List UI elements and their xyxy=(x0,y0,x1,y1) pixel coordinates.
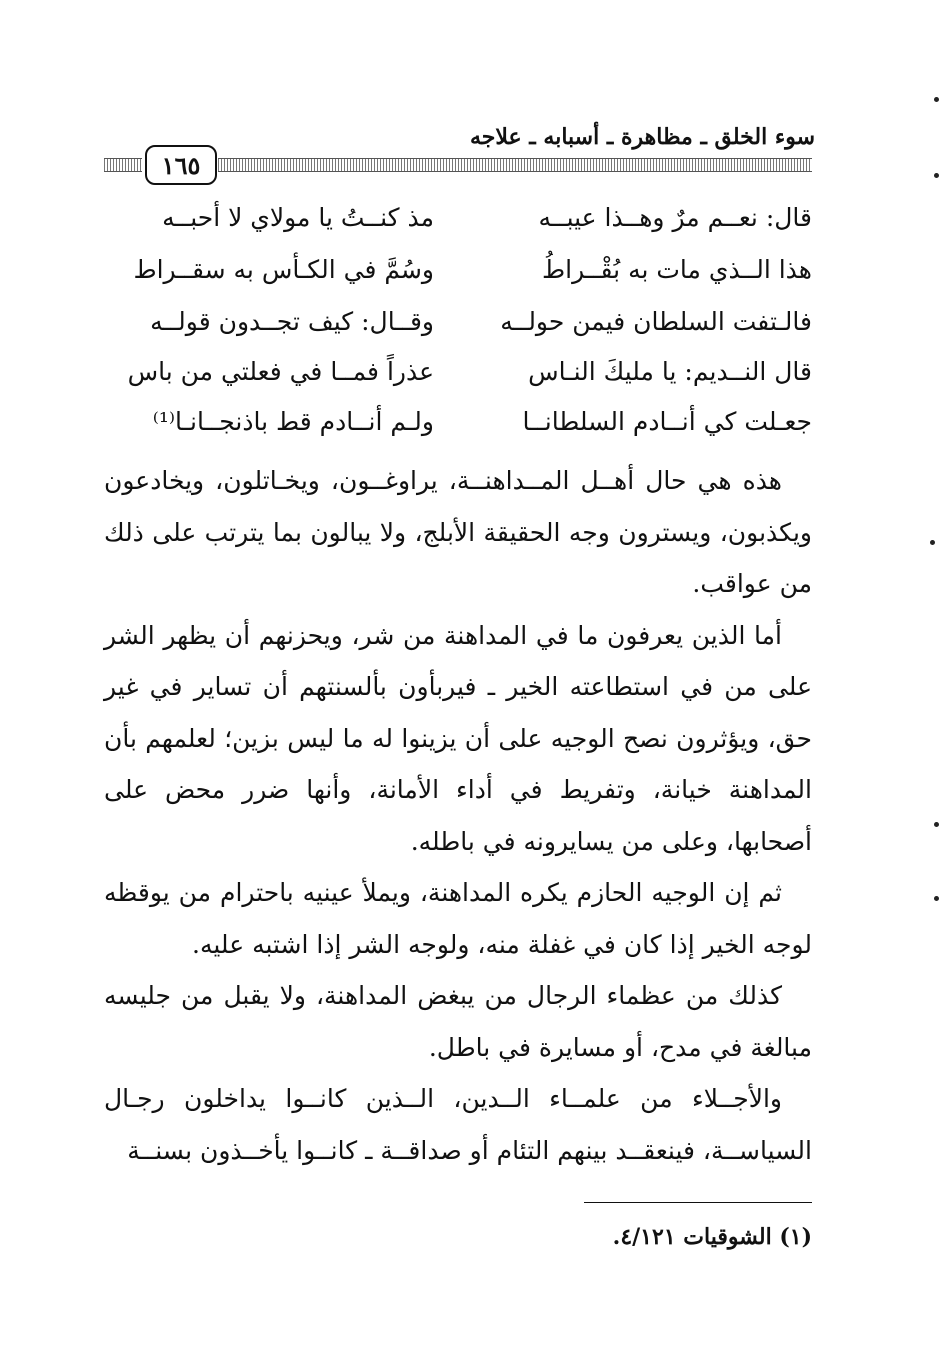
poem-hemistich-right: قال: نعــم مرٌ وهــذا عيبــه xyxy=(538,203,812,232)
footnote: (١) الشوقيات ٤/١٢١. xyxy=(612,1224,812,1250)
poem-hemistich-right: جعـلت كي أنــادم السلطانــا xyxy=(522,407,812,436)
poem-hemistich-left: وقــال: كيف تجــدون قولــه xyxy=(150,307,434,336)
poem-hemistich-left: ولـم أنــادم قط باذنجــانـا⁽¹⁾ xyxy=(152,407,434,436)
poem-hemistich-right: قال النــديم: يا مليكَ النـاس xyxy=(528,357,812,386)
header-rule-left xyxy=(104,158,142,172)
running-header: سوء الخلق ـ مظاهرة ـ أسبابه ـ علاجه xyxy=(470,124,815,150)
footnote-separator xyxy=(584,1202,812,1203)
paragraph: هذه هي حال أهــل المــداهنــة، يراوغــون، ويخـاتلون، ويخادعون ويكذبون، ويسترون وجه الحقيقة الأبلج، ولا يبالون بما يترتب على ذلك من عواقب. xyxy=(104,466,812,598)
poem-hemistich-left: وسُمَّ في الكـأس به سقــراط xyxy=(133,255,434,284)
poem-hemistich-left: مذ كنــتُ يا مولاي لا أحبــه xyxy=(162,203,434,232)
scan-mark xyxy=(934,173,939,178)
body-text xyxy=(104,455,812,1176)
paragraph: والأجــلاء من علمــاء الــدين، الــذين كانــوا يداخلون رجـال السياســة، فينعقــد بينهم التئام أو صداقــة ـ كانــوا يأخــذون بسنــة xyxy=(104,1084,812,1165)
scan-mark xyxy=(930,540,935,545)
scan-mark xyxy=(934,97,939,102)
poem-hemistich-left: عذراً فمــا في فعلتي من باس xyxy=(127,357,434,386)
paragraph: أما الذين يعرفون ما في المداهنة من شر، ويحزنهم أن يظهر الشر على من في استطاعته الخير ـ فيربأون بألسنتهم أن تساير في غير حق، ويؤثرون نصح الوجيه على أن يزينوا له ما ليس بزين؛ لعلمهم بأن المداهنة خيانة، وتفريط في أداء الأمانة، وأنها ضرر محض على أصحابها، وعلى من يسايرونه في باطله. xyxy=(104,620,812,856)
page-number: ١٦٥ xyxy=(145,145,217,185)
poem-hemistich-right: فالـتفت السلطان فيمن حولــه xyxy=(500,307,812,336)
poem-hemistich-right: هذا الــذي مات به بُقْــراطُ xyxy=(542,255,812,284)
scan-mark xyxy=(934,896,939,901)
paragraph: كذلك من عظماء الرجال من يبغض المداهنة، ولا يقبل من جليسه مبالغة في مدح، أو مسايرة في باطل. xyxy=(104,981,812,1062)
paragraph: ثم إن الوجيه الحازم يكره المداهنة، ويملأ عينيه باحترام من يوقظه لوجه الخير إذا كان في غفلة منه، ولوجه الشر إذا اشتبه عليه. xyxy=(104,878,812,959)
header-rule-right xyxy=(218,158,812,172)
scan-mark xyxy=(934,822,939,827)
